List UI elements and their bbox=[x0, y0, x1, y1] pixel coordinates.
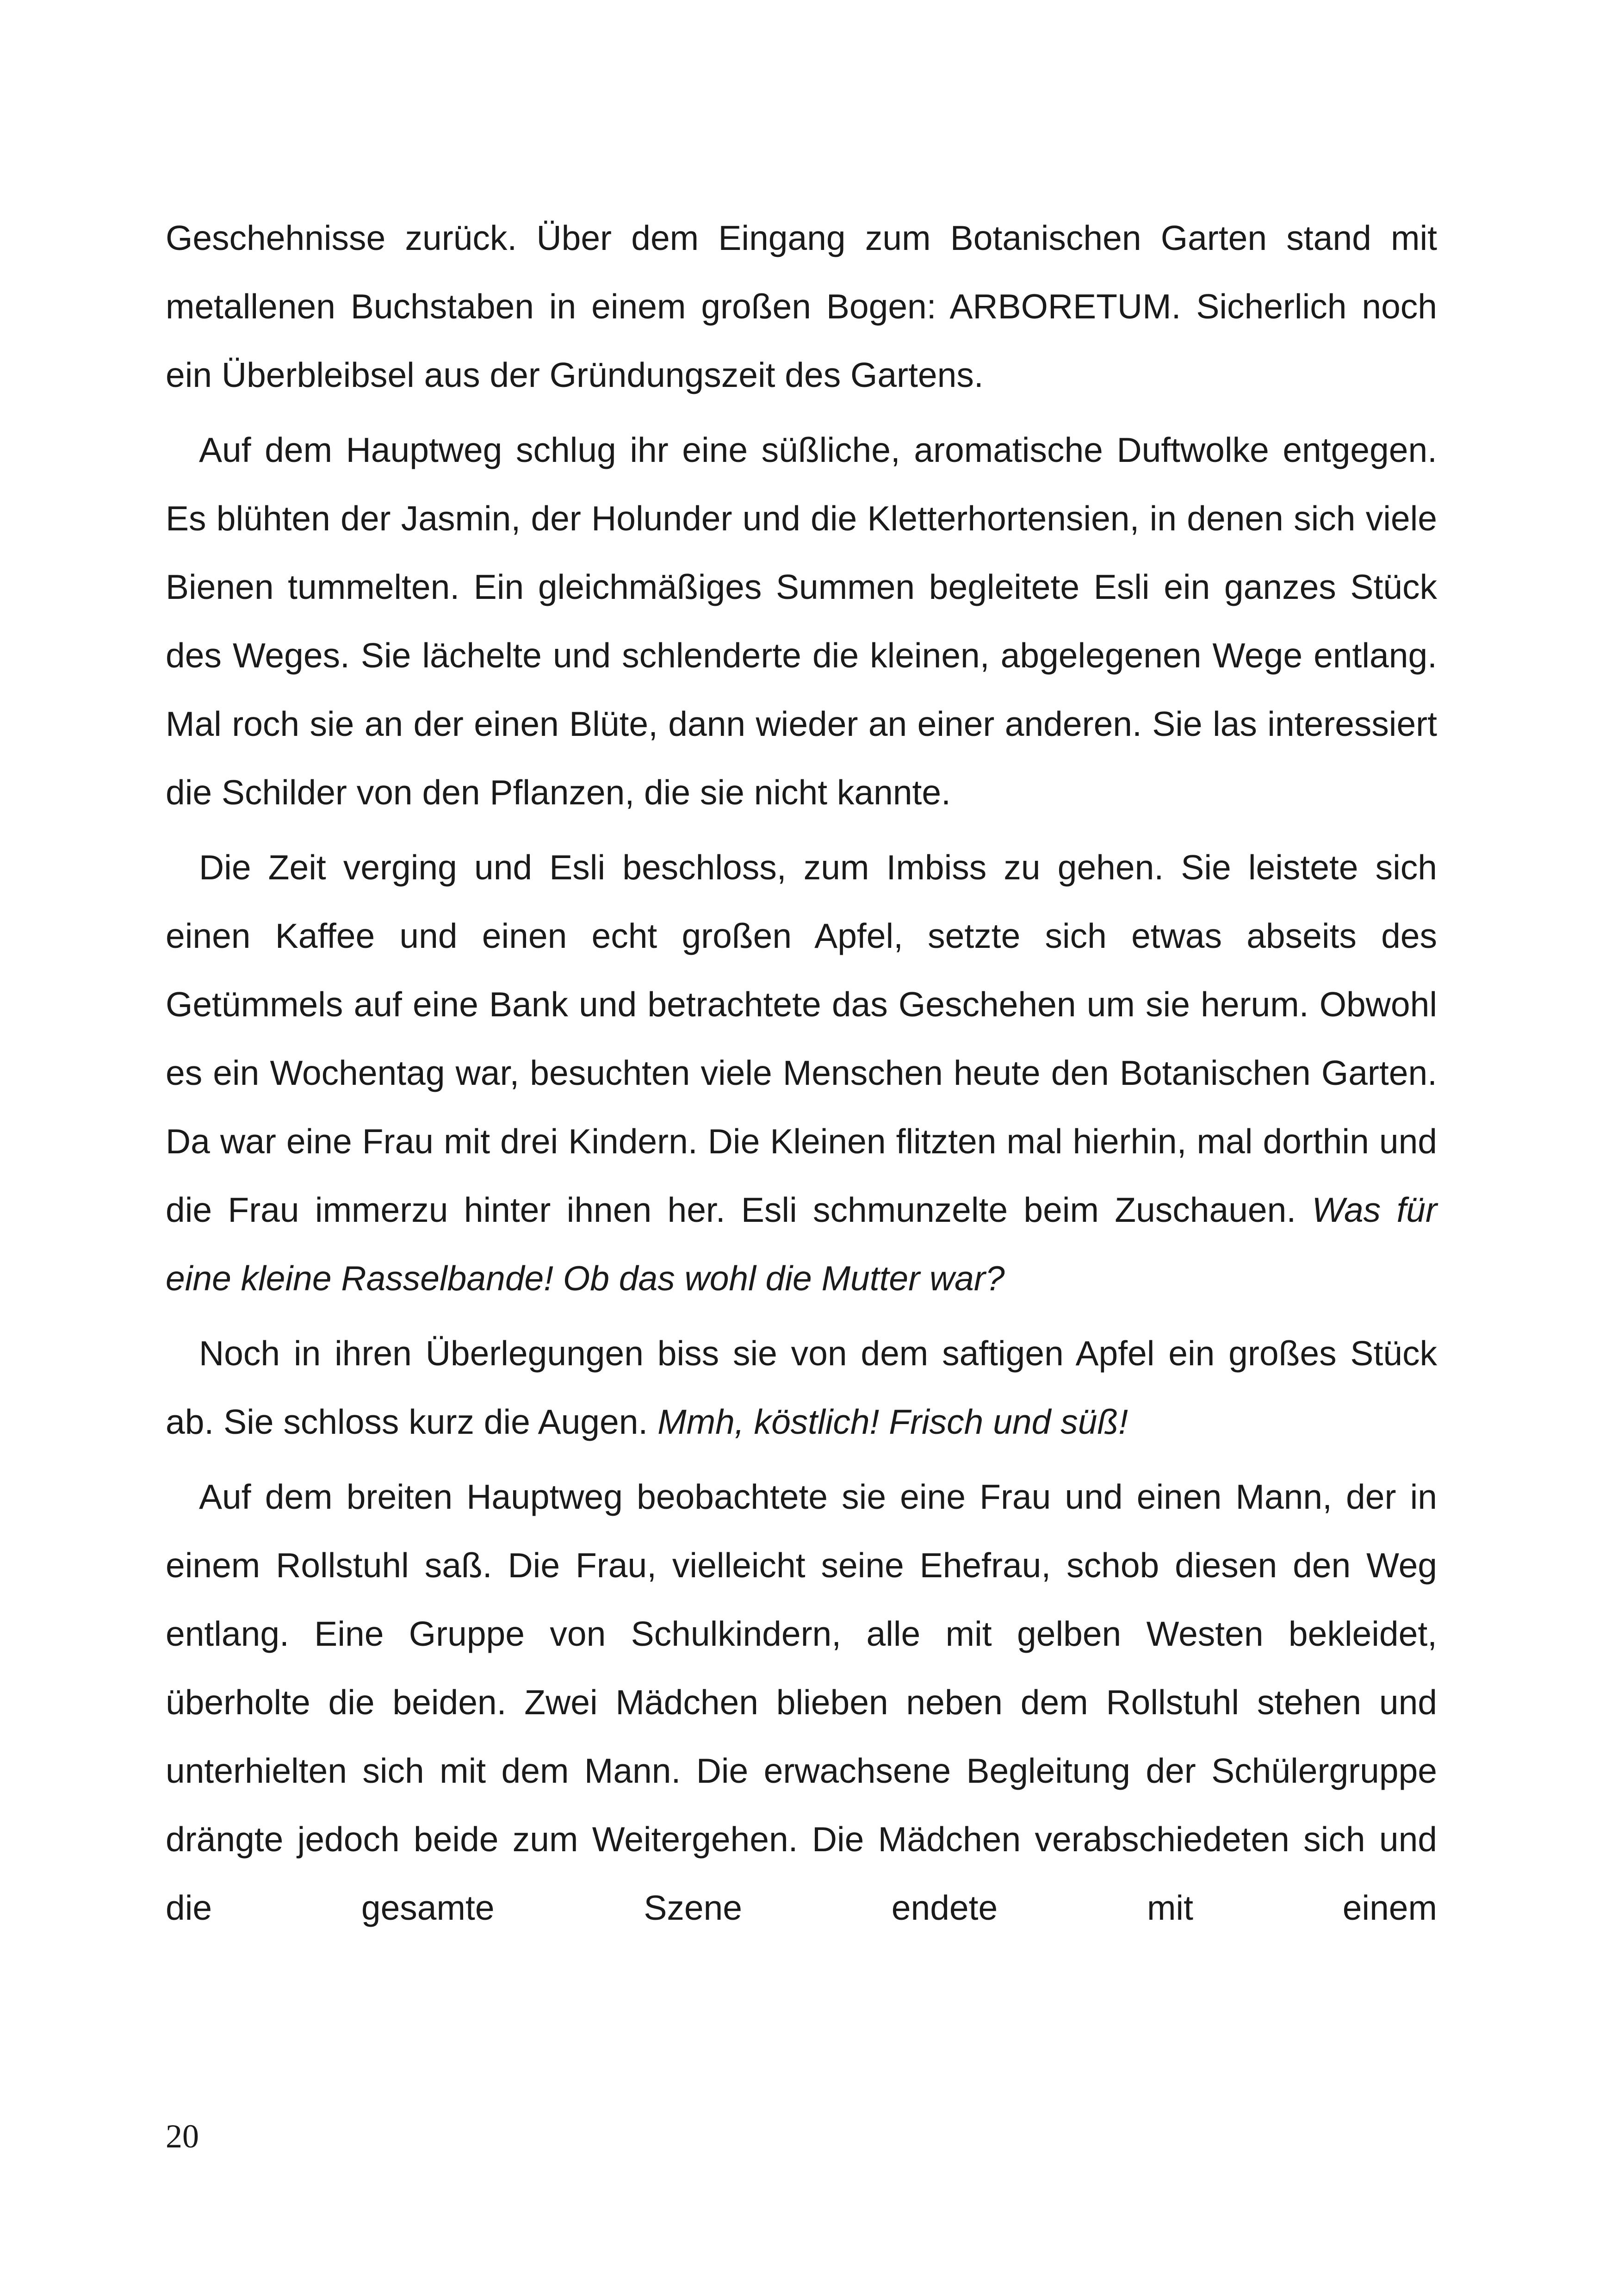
paragraph-3 bbox=[166, 833, 1437, 1313]
page-number: 20 bbox=[166, 2118, 199, 2155]
paragraph-1-text: Geschehnisse zurück. Über dem Eingang zum Botanischen Garten stand mit metallenen Buchstaben in einem großen Bogen: ARBORETUM. Sicherlich noch ein Überbleibsel aus der Gründungszeit des Gartens. bbox=[166, 218, 1437, 394]
paragraph-4-text: Noch in ihren Überlegungen biss sie von dem saftigen Apfel ein großes Stück ab. Sie schloss kurz die Augen. bbox=[166, 1334, 1437, 1441]
paragraph-2-text: Auf dem Hauptweg schlug ihr eine süßliche, aromatische Duftwolke entgegen. Es blühten der Jasmin, der Holunder und die Kletterhortensien, in denen sich viele Bienen tummelten. Ein gleichmäßiges Summen begleitete Esli ein ganzes Stück des Weges. Sie lächelte und schlenderte die kleinen, abgelegenen Wege entlang. Mal roch sie an der einen Blüte, dann wieder an einer anderen. Sie las interessiert die Schilder von den Pflanzen, die sie nicht kannte. bbox=[166, 430, 1437, 812]
paragraph-3-thought: Was für eine kleine Rasselbande! Ob das wohl die Mutter war? bbox=[166, 1190, 1437, 1298]
paragraph-1 bbox=[166, 204, 1437, 409]
paragraph-5-text: Auf dem breiten Hauptweg beobachtete sie eine Frau und einen Mann, der in einem Rollstuhl saß. Die Frau, vielleicht seine Ehefrau, schob diesen den Weg entlang. Eine Gruppe von Schulkindern, alle mit gelben Westen bekleidet, überholte die beiden. Zwei Mädchen blieben neben dem Rollstuhl stehen und unterhielten sich mit dem Mann. Die erwachsene Begleitung der Schülergruppe drängte jedoch beide zum Weitergehen. Die Mädchen verabschiedeten sich und die gesamte Szene endete mit einem bbox=[166, 1477, 1437, 1927]
paragraph-5 bbox=[166, 1462, 1437, 1942]
body-text bbox=[166, 204, 1437, 1948]
paragraph-3-text: Die Zeit verging und Esli beschloss, zum Imbiss zu gehen. Sie leistete sich einen Kaffee und einen echt großen Apfel, setzte sich etwas abseits des Getümmels auf eine Bank und betrachtete das Geschehen um sie herum. Obwohl es ein Wochentag war, besuchten viele Menschen heute den Botanischen Garten. Da war eine Frau mit drei Kindern. Die Kleinen flitzten mal hierhin, mal dorthin und die Frau immerzu hinter ihnen her. Esli schmunzelte beim Zuschauen. bbox=[166, 848, 1437, 1229]
paragraph-4-thought: Mmh, köstlich! Frisch und süß! bbox=[657, 1402, 1128, 1441]
paragraph-2 bbox=[166, 416, 1437, 827]
paragraph-4 bbox=[166, 1319, 1437, 1456]
